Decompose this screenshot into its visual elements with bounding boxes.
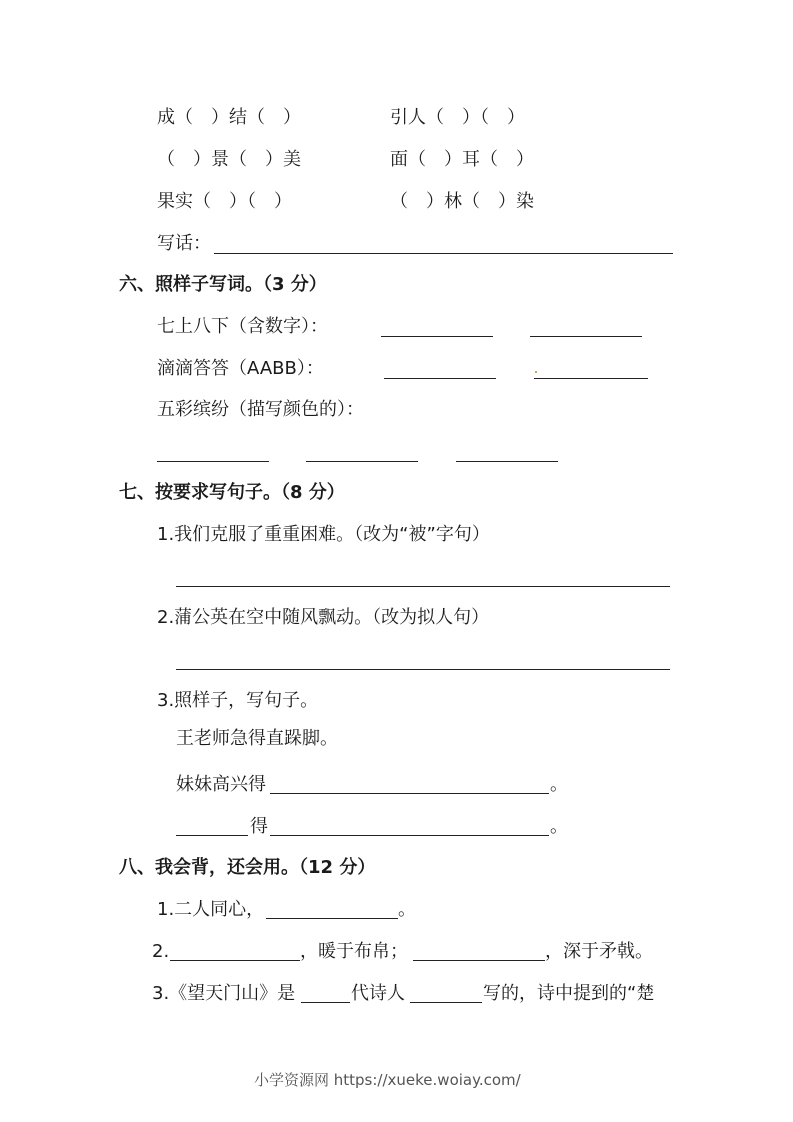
stray-mark: [535, 371, 537, 373]
section7-line1-end: 。: [550, 774, 568, 795]
section7-example: 王老师急得直跺脚。: [176, 728, 338, 749]
section8-q2-end: ，深于矛戟。: [545, 941, 653, 962]
section7-line1-blank[interactable]: [270, 793, 549, 794]
idiom-row1-right: 引人（ ）（ ）: [390, 107, 525, 128]
section7-line2-blank1[interactable]: [176, 835, 248, 836]
section8-q1-text: 1.二人同心，: [157, 899, 265, 920]
idiom-row2-right: 面（ ）耳（ ）: [390, 149, 534, 170]
section8-q3-part-b: 代诗人: [351, 983, 405, 1004]
section8-q2-prefix: 2.: [152, 941, 170, 962]
section6-item3-blank3[interactable]: [456, 461, 558, 462]
section6-item3-label: 五彩缤纷（描写颜色的）：: [157, 399, 364, 420]
section7-q1-answer-line[interactable]: [176, 586, 670, 587]
section6-item2-blank2[interactable]: [534, 378, 648, 379]
section8-q3-part-a: 3.《望天门山》是: [152, 983, 296, 1004]
idiom-row3-right: （ ）林（ ）染: [390, 191, 534, 212]
section7-q2: 2.蒲公英在空中随风飘动。（改为拟人句）: [157, 607, 490, 628]
idiom-row3-left: 果实（ ）（ ）: [157, 191, 292, 212]
section7-q3: 3.照样子，写句子。: [157, 690, 319, 711]
idiom-row1-left: 成（ ）结（ ）: [157, 107, 301, 128]
section7-q1: 1.我们克服了重重困难。（改为“被”字句）: [157, 524, 490, 545]
section6-item3-blank2[interactable]: [306, 461, 418, 462]
section7-line2-mid: 得: [250, 816, 268, 837]
section8-q2-mid: ，暖于布帛；: [300, 941, 408, 962]
write-sentence-blank[interactable]: [214, 253, 673, 254]
section8-q2-blank2[interactable]: [413, 960, 545, 961]
section7-line2-end: 。: [550, 816, 568, 837]
section8-title: 八、我会背，还会用。（12 分）: [119, 857, 376, 878]
section6-title: 六、照样子写词。（3 分）: [119, 274, 327, 295]
section7-title: 七、按要求写句子。（8 分）: [119, 482, 345, 503]
section6-item1-blank2[interactable]: [530, 336, 642, 337]
section8-q1-blank[interactable]: [266, 918, 398, 919]
section6-item2-label: 滴滴答答（AABB）：: [157, 358, 324, 379]
footer-watermark: 小学资源网 https://xueke.woiay.com/: [254, 1071, 521, 1089]
section8-q3-part-c: 写的，诗中提到的“楚: [483, 983, 655, 1004]
section6-item2-blank1[interactable]: [384, 378, 496, 379]
section8-q2-blank1[interactable]: [170, 960, 300, 961]
section8-q1-end: 。: [398, 899, 416, 920]
section6-item3-blank1[interactable]: [157, 461, 269, 462]
section7-q2-answer-line[interactable]: [176, 669, 670, 670]
idiom-row2-left: （ ）景（ ）美: [157, 149, 301, 170]
section6-item1-blank1[interactable]: [381, 336, 493, 337]
section6-item1-label: 七上八下（含数字）：: [157, 316, 328, 337]
section7-line2-blank2[interactable]: [270, 835, 549, 836]
section8-q3-blank2[interactable]: [410, 1002, 482, 1003]
write-sentence-label: 写话：: [157, 233, 211, 254]
section8-q3-blank1[interactable]: [301, 1002, 350, 1003]
section7-line1-prefix: 妹妹高兴得: [176, 774, 266, 795]
